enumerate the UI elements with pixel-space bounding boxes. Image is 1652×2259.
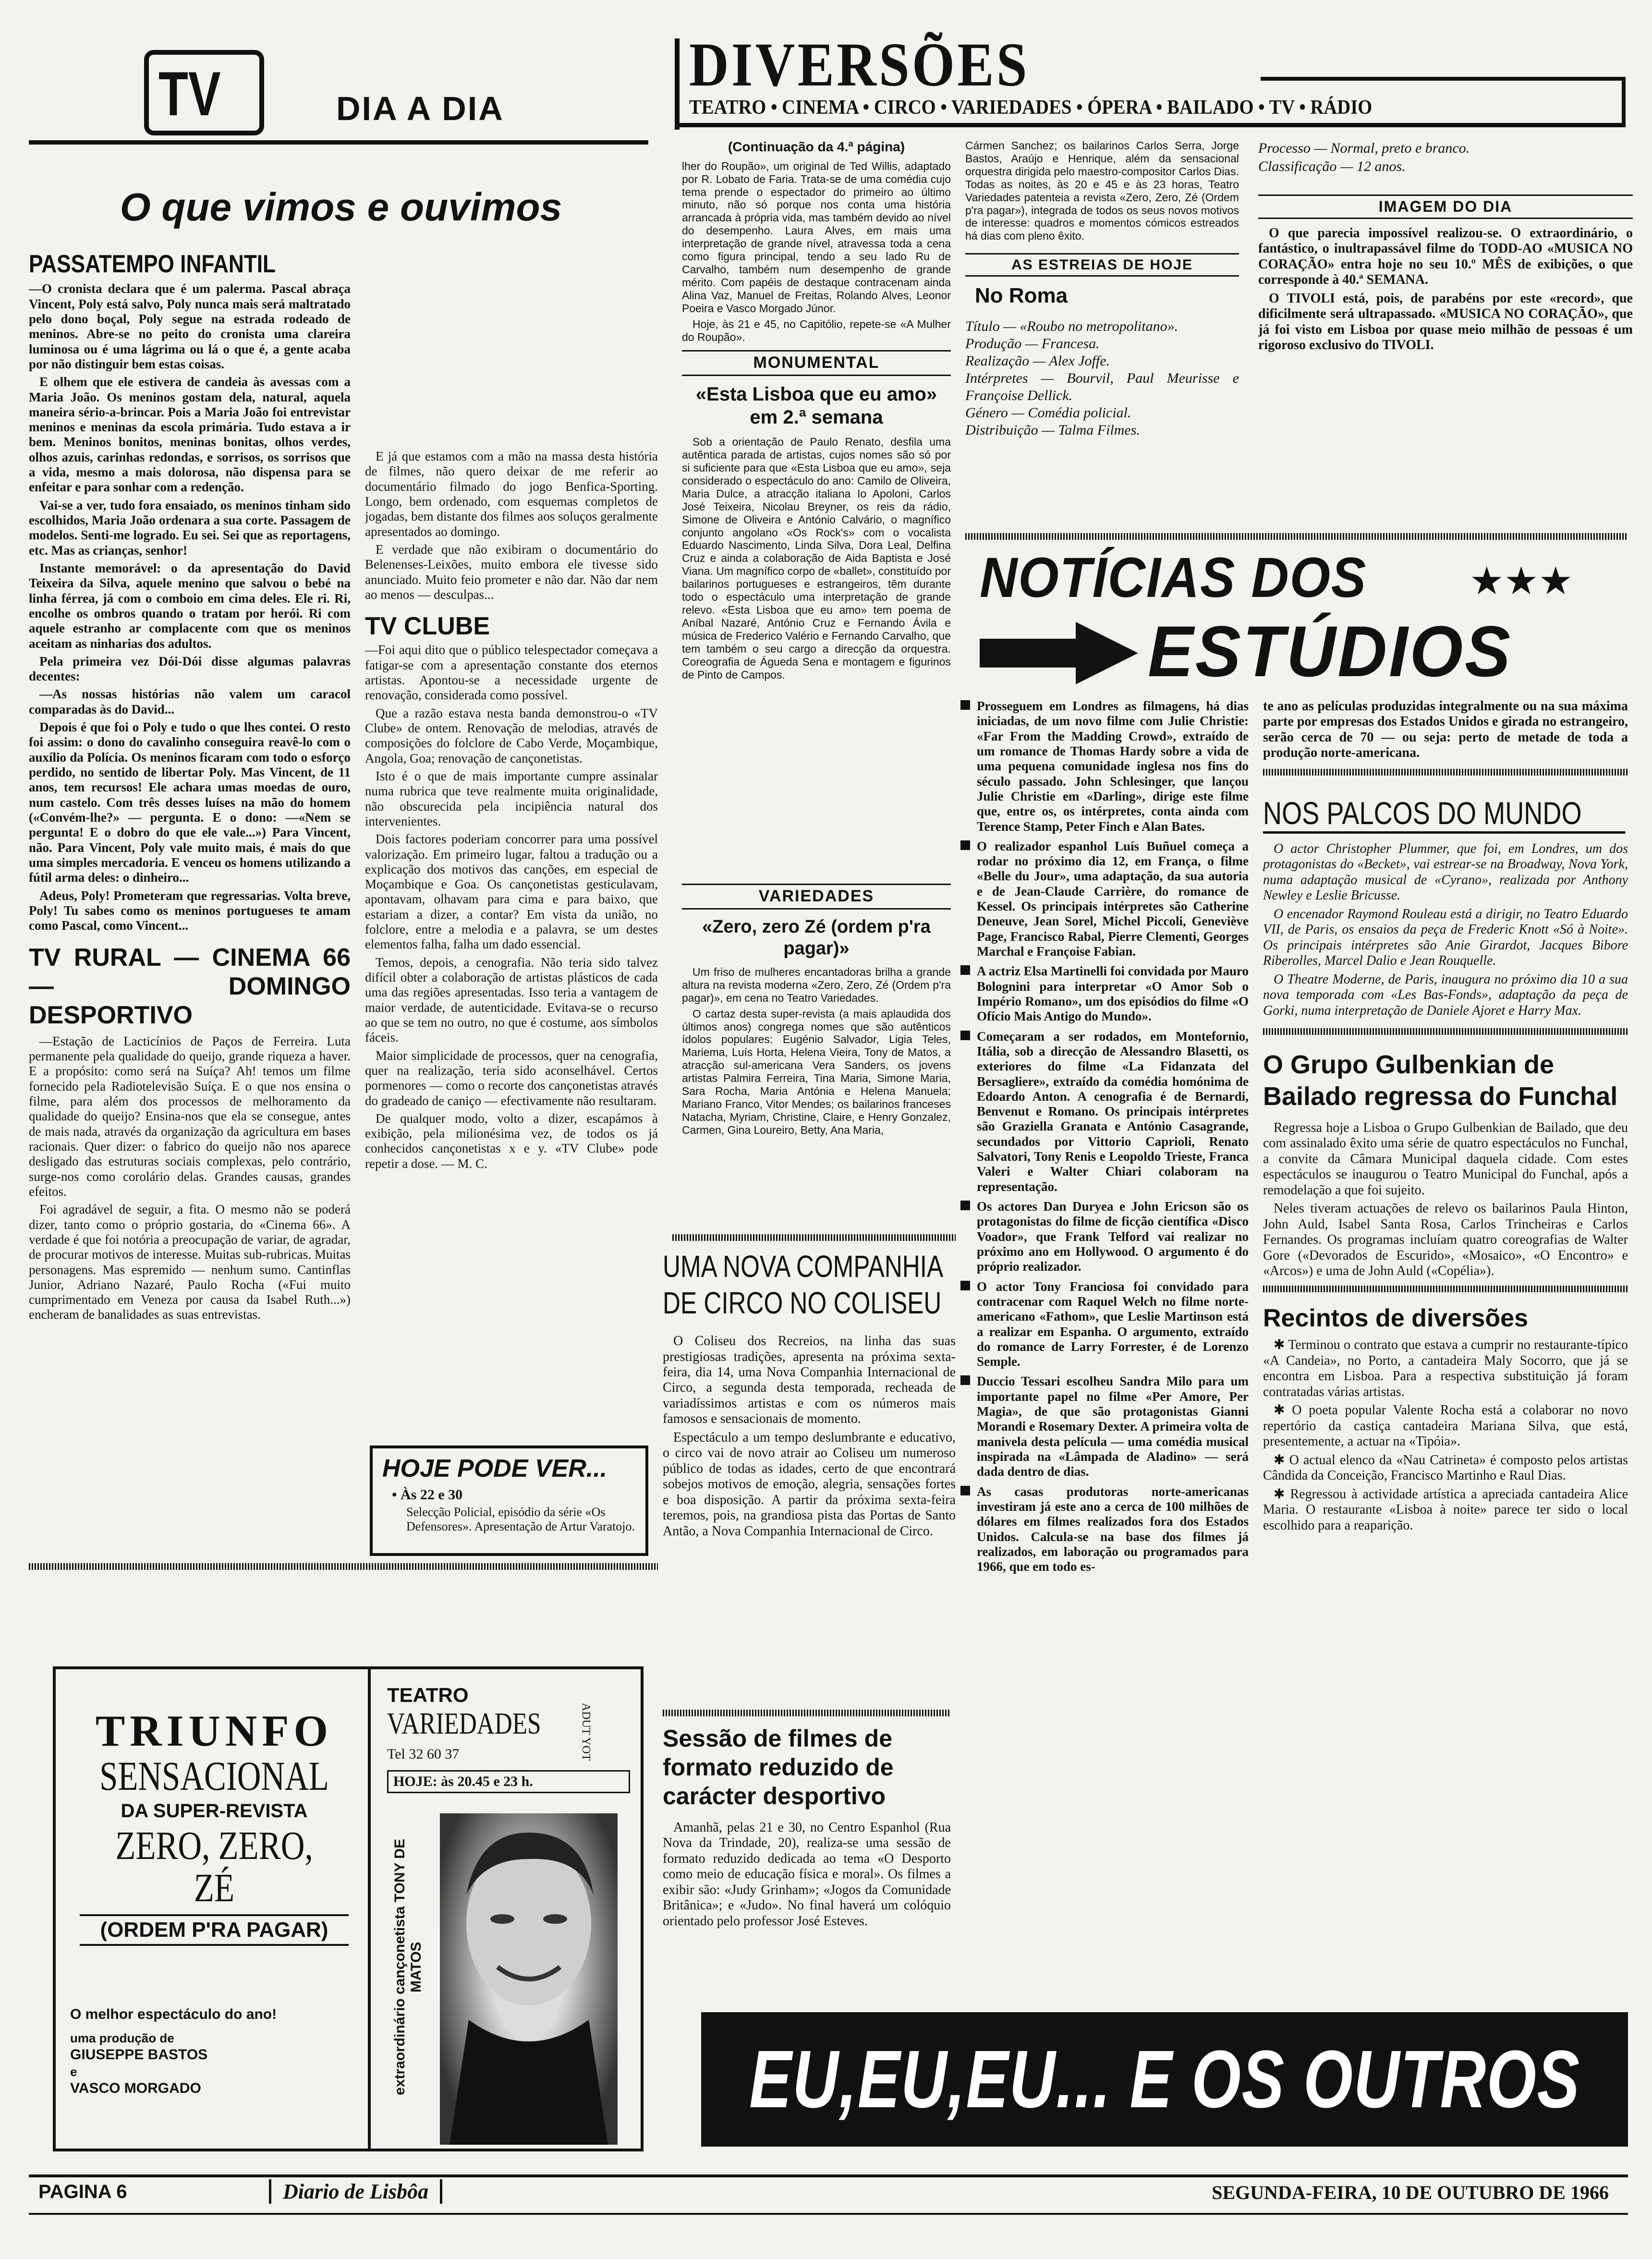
star-bullet-icon: ✱: [1274, 1486, 1290, 1502]
tv-paragraph: E já que estamos com a mão na massa desta história de filmes, não quero deixar de me referir ao documentário filmado do jogo Benfica-Sporting. Longo, bem ordenado, com esquemas completos de jogadas, bem distante dos filmes aos soluços geralmente apresentados ao domingo.: [365, 449, 658, 539]
roma-row: Realização — Alex Joffe.: [965, 352, 1110, 369]
noticia-item: O realizador espanhol Luís Buñuel começa a rodar no próximo dia 12, em França, o filme «Belle du Jour», uma adaptação, da sua autoria e de Jean-Claude Carrière, do romance de Kessel. Os principais intérpretes são Catherine Deneuve, Jean Sorel, Michel Piccoli, Geneviève Page, Francisco Rabal, Pierre Clementi, Georges Marchal e Françoise Fabian.: [960, 839, 1249, 959]
noticias-line1: NOTÍCIAS DOS: [980, 546, 1367, 609]
tv-rural-paragraph: —Estação de Lacticínios de Paços de Ferreira. Luta permanente pela qualidade do queijo, grande riqueza a haver. E a propósito: como será na Suíça? Ah! temos um filme fornecido pela Radiotelevisão Suíça. E o que nos ensina o filme, para além dos processos de melhoramento da qualidade do queijo? Ensina-nos que ela se consegue, antes de mais nada, através da organização da agricultura em bases racionais. Quer dizer: o fabrico do queijo não nos aparece desligado das estruturas sociais complexas, pelo contrário, surge-nos como corolário delas. Grandes causas, grandes efeitos.: [29, 1033, 351, 1199]
noticias-line2: ESTÚDIOS: [1148, 611, 1512, 689]
noticia-item: Começaram a ser rodados, em Montefornio, Itália, sob a direcção de Alessandro Blasetti, os exteriores do filme «La Fidanzata del Bersagliere», extraído da comédia homónima de Edoardo Anton. A cenografia é de Bernardi, Benvenut e Romano. Os principais intérpretes são Graziella Granata e António Casagrande, secundados por Vittorio Caprioli, Renato Salvatori, Tony Renis e Leopoldo Trieste, Franca Valeri e Walter Chiari colaboram na representação.: [960, 1029, 1249, 1194]
tv-col-1: [29, 250, 351, 1561]
tv-logo: TV: [158, 59, 221, 129]
variedades-section: [682, 884, 951, 1229]
roma-row: Género — Comédia policial.: [965, 404, 1131, 421]
passatempo-paragraph: E olhem que ele estivera de candeia às avessas com a Maria João. Os meninos gostam dela, natural, aquela maneira sério-a-brincar. Pois a Maria João foi entrevistar meninos e meninas da escola primária. Tudo estava a ir bem. Meninos bonitos, meninas bonitas, olhos verdes, olhos azuis, carinhas redondas, e sorrisos, os sorrisos que a vida, mesmo a mais dolorosa, não dispensa para se enfeitar e para sonhar com a redenção.: [29, 375, 351, 495]
newspaper-name: Diario de Lisbôa: [269, 2179, 442, 2204]
right-column: [1263, 699, 1628, 2139]
bullet-icon: [960, 965, 970, 975]
tv-clube-paragraph: —Foi aqui dito que o público telespectador começava a fatigar-se com a apresentação constante dos eternos artistas. Apontou-se a necessidade urgente de renovação, considerada como possível.: [365, 643, 658, 703]
noticia-item: A actriz Elsa Martinelli foi convidada por Mauro Bolognini para interpretar «O Amor Sob o Império Romano», um dos episódios do filme «O Ofício Mais Antigo do Mundo».: [960, 964, 1249, 1024]
bullet-icon: [960, 700, 970, 710]
ad-line: DA SUPER-REVISTA: [121, 1800, 308, 1822]
divider-bar: [29, 1563, 658, 1570]
passatempo-lead: —O cronista declara que é um palerma. Pascal abraça Vincent, Poly está salvo, Poly nunca mais será maltratado pelo dono boçal, Poly segue na estrada rodeado de meninos. Abre-se no peito do cronista uma clareira luminosa ou é uma lágrima ou lá o que é, a gente acaba por não distinguir bem estas coisas.: [29, 281, 351, 371]
ad-line: uma produção de: [70, 2030, 174, 2045]
tv-section-header: [29, 48, 653, 149]
noticia-item: Os actores Dan Duryea e John Ericson são os protagonistas do filme de ficção científica «Disco Voador», que Frank Telford vai realizar no próximo ano em Hollywood. O argumento é do próprio realizador.: [960, 1199, 1249, 1275]
gulbenkian-title: O Grupo Gulbenkian de Bailado regressa do Funchal: [1263, 1050, 1618, 1111]
noticia-item: As casas produtoras norte-americanas investiram já este ano a cerca de 100 milhões de dólares em filmes realizados fora dos Estados Unidos. Calcula-se na base dos filmes já realizados, em laboração ou programados para 1966, que em todo es-: [960, 1484, 1249, 1575]
banner-text: EU,EU,EU... E OS OUTROS: [749, 2034, 1580, 2125]
noticia-item: Prosseguem em Londres as filmagens, há dias iniciadas, de um novo filme com Julie Christie: «Far From the Madding Crowd», extraído de um romance de Thomas Hardy sobre a vida de uma pequena comunidade inglesa nos fins do século passado. John Schlesinger, que lançou Julie Christie em «Darling», dirige este filme que, entre os, os intérpretes, conta ainda com Terence Stamp, Peter Finch e Alan Bates.: [960, 699, 1249, 834]
passatempo-paragraph: Vai-se a ver, tudo fora ensaiado, os meninos tinham sido escolhidos, Maria João ordenara a sua corte. Passagem de modelos. Senti-me logrado. Eu sei. Sei que as reportagens, etc. Mas as crianças, senhor!: [29, 498, 351, 558]
tv-clube-paragraph: Maior simplicidade de processos, quer na cenografia, quer na realização, teria sido aconselhável. Certos pormenores — como o recorte dos cançonetistas através do gradeado de caniço — efectivamente não resultaram.: [365, 1048, 658, 1108]
noticias-list: [960, 699, 1249, 2139]
footer-rule: [29, 2174, 1628, 2177]
triunfo-ad: [53, 1666, 644, 2151]
tv-col-2: [365, 449, 658, 1554]
diversoes-paragraph: Cármen Sanchez; os bailarinos Carlos Serra, Jorge Bastos, Araújo e Henrique, além da sensacional orquestra dirigida pelo maestro-compositor Carlos Dias. Todas as noites, às 20 e 45 e às 23 horas, Teatro Variedades patenteia a revista «Zero, Zero, Zé (Ordem p'ra pagar»), integrada de todos os seus novos motivos de interesse: quadros e momentos cómicos estreados há dias com pleno êxito.: [965, 139, 1239, 243]
hoje-time: • Às 22 e 30: [392, 1487, 463, 1503]
no-roma-title: No Roma: [975, 284, 1068, 308]
diversoes-title: DIVERSÕES: [689, 30, 1030, 99]
palcos-item: O encenador Raymond Rouleau está a dirigir, no Teatro Eduardo VII, de Paris, os ensaios da peça de Frederic Knott «Só à Noite». Os principais intérpretes são Anie Girardot, Jacques Bibore Riberolles, Marcel Dalio e Jean Rouquelle.: [1263, 906, 1628, 969]
ad-line: ZERO, ZERO, ZÉ: [115, 1823, 313, 1911]
passatempo-title: PASSATEMPO INFANTIL: [29, 250, 276, 278]
stars-icon: ★★★: [1470, 559, 1573, 603]
passatempo-paragraph: Pela primeira vez Dói-Dói disse algumas palavras decentes:: [29, 654, 351, 684]
tv-clube-paragraph: De qualquer modo, volto a dizer, escapámos à exibição, pela milionésima vez, de todos os já conhecidos cançonetistas x e y. «TV Clube» pode repetir a dose. — M. C.: [365, 1111, 658, 1171]
ad-line: O melhor espectáculo do ano!: [70, 2006, 277, 2022]
diversoes-paragraph: O cartaz desta super-revista (a mais aplaudida dos últimos anos) congrega nomes que são autênticos ídolos populares: Eugénio Salvador, Ligia Teles, Mariema, Luís Horta, Helena Vieira, Tony de Matos, a atracção sul-americana Vera Sanders, os jovens artistas Palmira Ferreira, Tina Maria, Simone Maria, Sara Rocha, Maria Antónia e Helena Manuela; Mariano Franco, Vitor Mendes; os bailarinos franceses Natacha, Myriam, Christine, Claire, e Henry Gonzalez, Carmen, Gina Loureiro, Betty, Ana Maria,: [682, 1007, 951, 1136]
passatempo-paragraph: Instante memorável: o da apresentação do David Teixeira da Silva, aquele menino que salvou o bebé na linha férrea, já com o comboio em cima deles. Ele ri. Ri, encolhe os ombros quando o tratam por herói. Ri com aquele estranho ar complacente com que os meninos aceitam as ninharias dos adultos.: [29, 560, 351, 651]
ad-vertical-text: extraordinário cançonetista TONY DE MATOS: [392, 1838, 424, 2096]
ad-line: TRIUNFO: [95, 1706, 333, 1755]
bullet-icon: [960, 840, 970, 850]
recintos-item: ✱ O actual elenco da «Nau Catrineta» é composto pelos artistas Cândida da Conceição, Francisco Martinho e Raul Dias.: [1263, 1452, 1628, 1483]
processo-row: Processo — Normal, preto e branco.: [1258, 140, 1470, 156]
arrow-icon: [980, 622, 1138, 687]
monumental-heading: MONUMENTAL: [682, 350, 951, 376]
roma-row: Distribuição — Talma Filmes.: [965, 422, 1140, 438]
page-number: PAGINA 6: [38, 2181, 127, 2202]
divider-bar: [1263, 1286, 1628, 1292]
hoje-text: Selecção Policial, episódio da série «Os Defensores». Apresentação de Artur Varatojo.: [406, 1505, 635, 1533]
noticias-banner: [980, 545, 1633, 689]
passatempo-paragraph: Depois é que foi o Poly e tudo o que lhes contei. O resto foi assim: o dono do cavalinho conseguira reavê-lo com o auxílio da Polícia. Os meninos ficaram com todo o esforço perdido, no sentido de libertar Poly. Mas Vincent, de 11 anos, tem recursos! Ele achara umas moedas de ouro, num castelo. Com três desses luíses na mão do homem («Convém-lhe?» — pergunta. E o dono: —«Nem se pergunta! E o dobro do que ele vale...») Para Vincent, não. Para Vincent, Poly vale muito mais, é mais do que uma simples mercadoria. E venceu os homens utilizando a fútil arma deles: o dinheiro...: [29, 720, 351, 885]
circo-paragraph: O Coliseu dos Recreios, na linha das suas prestigiosas tradições, apresenta na próxima sexta-feira, dia 14, uma Nova Companhia Internacional de Circo, a segunda desta temporada, recheada de variadíssimos artistas e com os números mais famosos e sensacionais de momento.: [663, 1334, 956, 1427]
passatempo-paragraph: Adeus, Poly! Prometeram que regressarias. Volta breve, Poly! Tu sabes como os meninos portugueses te amam como Pascal, como Vincent...: [29, 888, 351, 933]
eu-os-outros-banner: [701, 2012, 1628, 2147]
ad-teatro: TEATRO: [387, 1684, 469, 1706]
issue-date: SEGUNDA-FEIRA, 10 DE OUTUBRO DE 1966: [1212, 2182, 1609, 2203]
ad-hoje: HOJE: às 20.45 e 23 h.: [387, 1770, 630, 1793]
tv-paragraph: E verdade que não exibiram o documentário do Belenenses-Leixões, muito embora ele tivesse sido anunciado. Muito feio prometer e não dar. Não dar nem ao menos — desculpas...: [365, 542, 658, 602]
diversoes-paragraph: Sob a orientação de Paulo Renato, desfila uma autêntica parada de artistas, cujos nomes são só por si suficiente para que «Esta Lisboa que eu amo», seja considerado o espectáculo do ano: Camilo de Oliveira, Maria Dulce, a atracção italiana Io Apoloni, Carlos José Teixeira, Nicolau Breyner, os reis da rádio, Simone de Oliveira e António Calvário, o magnífico conjunto angolano «Os Rock's» com o vocalista Eduardo Nascimento, Linda Silva, Dora Leal, Delfina Cruz e ainda a colaboração de Aida Baptista e José Viana. Um magnífico corpo de «ballet», constituído por bailarinos portugueses e estrangeiros, têm durante todo o espectáculo uma interpretação de grande relevo. «Esta Lisboa que eu amo» tem poema de Aníbal Nazaré, António Cruz e Fernando Ávila e música de Frederico Valério e Fernando Carvalho, que tem também o seu cargo a direcção da orquestra. Coreografia de Águeda Sena e montagem e figurinos de Pinto de Campos.: [682, 436, 951, 681]
bullet-icon: [960, 1486, 970, 1495]
star-bullet-icon: ✱: [1274, 1403, 1292, 1418]
divider-bar: [965, 533, 1628, 540]
sessao-paragraph: Amanhã, pelas 21 e 30, no Centro Espanhol (Rua Nova da Trindade, 20), realiza-se uma sessão de formato reduzido dedicada ao tema «O Desporto como meio de educação física e moral». Os filmes a exibir são: «Judy Grinham»; «Jogos da Comunidade Britânica»; e «Judo». No final haverá um colóquio orientado pelo professor José Esteves.: [663, 1820, 951, 1929]
circo-title: UMA NOVA COMPANHIA DE CIRCO NO COLISEU: [663, 1249, 942, 1320]
dia-a-dia-title: DIA A DIA: [336, 90, 504, 127]
estreias-heading: AS ESTREIAS DE HOJE: [965, 253, 1239, 277]
tv-clube-paragraph: Temos, depois, a cenografia. Não teria sido talvez difícil obter a colaboração de artistas plásticos de cada uma das regiões apresentadas. Isso teria a vantagem de maior verdade, de autenticidade. Evitava-se o recurso ao que se tem no outro, no que é costume, aos símbolos fáceis.: [365, 955, 658, 1045]
recintos-item: ✱ Terminou o contrato que estava a cumprir no restaurante-típico «A Candeia», no Porto, a cantadeira Maly Socorro, que já se encontra em Lisboa. Para a respectiva substituição já foram contratadas várias artistas.: [1263, 1337, 1628, 1399]
roma-row: Produção — Francesa.: [965, 335, 1100, 352]
footer: [29, 2179, 1628, 2213]
diversoes-col-b: [965, 139, 1239, 538]
divider-bar: [1263, 1028, 1628, 1035]
imagem-paragraph: O que parecia impossível realizou-se. O extraordinário, o fantástico, o inultrapassável filme do TODD-AO «MUSICA NO CORAÇÃO» entra hoje no seu 10.º MÊS de exibições, o que corresponde à 40.ª SEMANA.: [1258, 226, 1633, 288]
diversoes-col-c: [1258, 139, 1633, 538]
tv-clube-paragraph: Que a razão estava nesta banda demonstrou-o «TV Clube» de ontem. Renovação de melodias, através de composições do folclore de Cabo Verde, Moçambique, Angola, Goa; renovação de cançonetistas.: [365, 705, 658, 765]
bullet-icon: [960, 1201, 970, 1210]
variedades-heading: VARIEDADES: [682, 884, 951, 910]
circo-paragraph: Espectáculo a um tempo deslumbrante e educativo, o circo vai de novo atrair ao Coliseu um numeroso público de todas as idades, certo de que encontrará sobejos motivos de emoção, alegria, sensações fortes e boa disposição. A partir da próxima sexta-feira teremos, pois, na grandiosa pista das Portas de Santo Antão, a Nova Companhia Internacional de Circo.: [663, 1430, 956, 1539]
tv-clube-title: TV CLUBE: [365, 612, 490, 641]
bullet-icon: [960, 1375, 970, 1385]
diversoes-paragraph: Hoje, às 21 e 45, no Capitólio, repete-se «A Mulher do Roupão».: [682, 317, 951, 343]
tv-clube-paragraph: Isto é o que de mais importante cumpre assinalar numa rubrica que teve realmente muita originalidade, não obscurecida pela incipiência natural dos intervenientes.: [365, 768, 658, 828]
palcos-item: O Theatre Moderne, de Paris, inaugura no próximo dia 10 a sua nova temporada com «Les Bas-Fonds», adaptação da peça de Gorki, numa interpretação de Daniele Ajoret e Harry Max.: [1263, 972, 1628, 1018]
hoje-pode-ver-title: HOJE PODE VER...: [382, 1455, 607, 1482]
star-bullet-icon: ✱: [1274, 1452, 1289, 1468]
variedades-title: «Zero, zero Zé (ordem p'ra pagar)»: [702, 916, 931, 959]
footer-rule: [29, 2213, 1628, 2215]
noticia-item: Duccio Tessari escolheu Sandra Milo para um importante papel no filme «Per Amore, Per Magia», de que são protagonistas Gianni Morandi e Rosemary Dexter. A primeira volta de manivela desta película — uma comédia musical inspirada na «Lâmpada de Aladino» — será dada dentro de dias.: [960, 1374, 1249, 1479]
ad-line: SENSACIONAL: [99, 1752, 329, 1799]
recintos-item: ✱ O poeta popular Valente Rocha está a colaborar no novo repertório da castiça cantadeira Mariana Silva, que está, presentemente, a actuar na «Tipóia».: [1263, 1403, 1628, 1449]
sessao-title: Sessão de filmes de formato reduzido de carácter desportivo: [663, 1725, 894, 1810]
ad-variedades: VARIEDADES: [387, 1706, 541, 1740]
palcos-title: NOS PALCOS DO MUNDO: [1263, 795, 1625, 834]
ad-line: (ORDEM P'RA PAGAR): [80, 1914, 349, 1946]
palcos-item: O actor Christopher Plummer, que foi, em Londres, um dos protagonistas do «Becket», vai estrear-se na Broadway, Nova York, numa adaptação musical de «Cyrano», realizada por Anthony Newley e Leslie Bricusse.: [1263, 841, 1628, 903]
divider-bar: [672, 1234, 956, 1241]
gulbenkian-paragraph: Neles tiveram actuações de relevo os bailarinos Paula Hinton, John Auld, Isabel Santa Rosa, Carlos Trincheiras e Carlos Fernandes. Os programas incluíam quatro coreografias de Walter Gore («Devorados de Escurido», «Mosaico», «O Encontro» e «Arcos») e uma de John Auld («Copélia»).: [1263, 1201, 1628, 1278]
diversoes-paragraph: lher do Roupão», um original de Ted Willis, adaptado por R. Lobato de Faria. Trata-se de uma comédia cujo tema prende o espectador do primeiro ao último minuto, não só porque nos conta uma história arrancada à própria vida, mas também devido ao nível do desempenho. Laura Alves, em mais uma interpretação de grande nível, atravessa toda a cena como figura principal, tendo a seu lado Ru de Carvalho, também num desempenho de grande mérito. Com papéis de destaque contracenam ainda Alina Vaz, Manuel de Freitas, Rolando Alves, Leonor Poeira e Vasco Morgado Júnor.: [682, 159, 951, 315]
tv-rural-paragraph: Foi agradável de seguir, a fita. O mesmo não se poderá dizer, tanto como o próprio gostaria, do «Cinema 66». A verdade é que foi notória a preocupação de variar, de agradar, de procurar motivos de interesse. Muitas sub-rubricas. Muitas personagens. Mas espremido — nenhum sumo. Cantinflas Junior, Adriano Nazaré, Paulo Rocha («Fui muito cumprimentado em Veneza por causa da Isabel Ruth...») encheram de banalidades as suas entrevistas.: [29, 1202, 351, 1322]
gulbenkian-paragraph: Regressa hoje a Lisboa o Grupo Gulbenkian de Bailado, que deu com assinalado êxito uma série de quatro espectáculos no Funchal, a convite da Câmara Municipal daquela cidade. Com estes espectáculos se inaugurou o Teatro Municipal do Funchal, após a remodelação a que foi sujeito.: [1263, 1120, 1628, 1198]
passatempo-paragraph: —As nossas histórias não valem um caracol comparadas às do David...: [29, 687, 351, 717]
continuacao-note: (Continuação da 4.ª página): [728, 139, 905, 154]
noticia-item: O actor Tony Franciosa foi convidado para contracenar com Raquel Welch no filme norte-americano «Fathom», que Leslie Martinson está a realizar em Espanha. O argumento, extraído do romance de Larry Forrester, é de Lorenzo Semple.: [960, 1279, 1249, 1370]
roma-row: Título — «Roubo no metropolitano».: [965, 318, 1178, 334]
imagem-paragraph: O TIVOLI está, pois, de parabéns por este «record», que dificilmente será ultrapassado. «MUSICA NO CORAÇÃO», que já foi visto em Lisboa por quase meio milhão de pessoas é um rigoroso exclusivo do TIVOLI.: [1258, 291, 1633, 353]
recintos-title: Recintos de diversões: [1263, 1304, 1528, 1333]
diversoes-paragraph: Um friso de mulheres encantadoras brilha a grande altura na revista moderna «Zero, Zero, Zé (Ordem p'ra pagar)», em cena no Teatro Variedades.: [682, 965, 951, 1004]
monumental-title: «Esta Lisboa que eu amo» em 2.ª semana: [695, 384, 937, 428]
diversoes-header: [675, 29, 1628, 130]
tv-clube-paragraph: Dois factores poderiam concorrer para uma possível valorização. Em primeiro lugar, faltou a tradução ou a explicação dos motivos das canções, em especial de Moçambique e Goa. Os cançonetistas gesticulavam, apontavam, olhavam para cima e para baixo, que estariam a dizer, a contar? Em vista da união, no folclore, entre a melodia e a palavra, se um destes elementos falha, falha um dado essencial.: [365, 832, 658, 952]
ad-side-small: ADUT YOT: [580, 1703, 592, 1761]
circo-section: [663, 1249, 956, 1705]
tony-de-matos-photo: [440, 1813, 618, 2145]
ad-line: e: [70, 2064, 77, 2079]
divider-bar: [663, 1710, 951, 1716]
ad-tel: Tel 32 60 37: [387, 1746, 460, 1762]
recintos-item: ✱ Regressou à actividade artística a apreciada cantadeira Alice Maria. O restaurante «Lisboa à noite» parece ter sido o local escolhido para a reaparição.: [1263, 1486, 1628, 1533]
diversoes-col-a: [682, 139, 951, 917]
imagem-do-dia-heading: IMAGEM DO DIA: [1258, 194, 1633, 219]
ad-line: VASCO MORGADO: [70, 2080, 201, 2096]
classificacao-row: Classificação — 12 anos.: [1258, 158, 1406, 174]
tv-rural-title: TV RURAL — CINEMA 66 — DOMINGO DESPORTIVO: [29, 944, 351, 1030]
bullet-icon: [960, 1031, 970, 1040]
bullet-icon: [960, 1281, 970, 1290]
star-bullet-icon: ✱: [1274, 1337, 1288, 1353]
tv-headline: O que vimos e ouvimos: [120, 185, 562, 229]
ad-line: GIUSEPPE BASTOS: [70, 2047, 208, 2063]
hoje-pode-ver-box: [370, 1445, 648, 1556]
divider-bar: [1263, 769, 1628, 776]
roma-row: Intérpretes — Bourvil, Paul Meurisse e Françoise Dellick.: [965, 370, 1239, 403]
noticia-continuation: te ano as películas produzidas integralmente ou na sua máxima parte por empresas dos Estados Unidos e girada no estrangeiro, serão cerca de 70 — ou seja: perto de metade de toda a produção norte-americana.: [1263, 699, 1628, 761]
diversoes-subtitle: TEATRO • CINEMA • CIRCO • VARIEDADES • ÓPERA • BAILADO • TV • RÁDIO: [689, 97, 1373, 119]
